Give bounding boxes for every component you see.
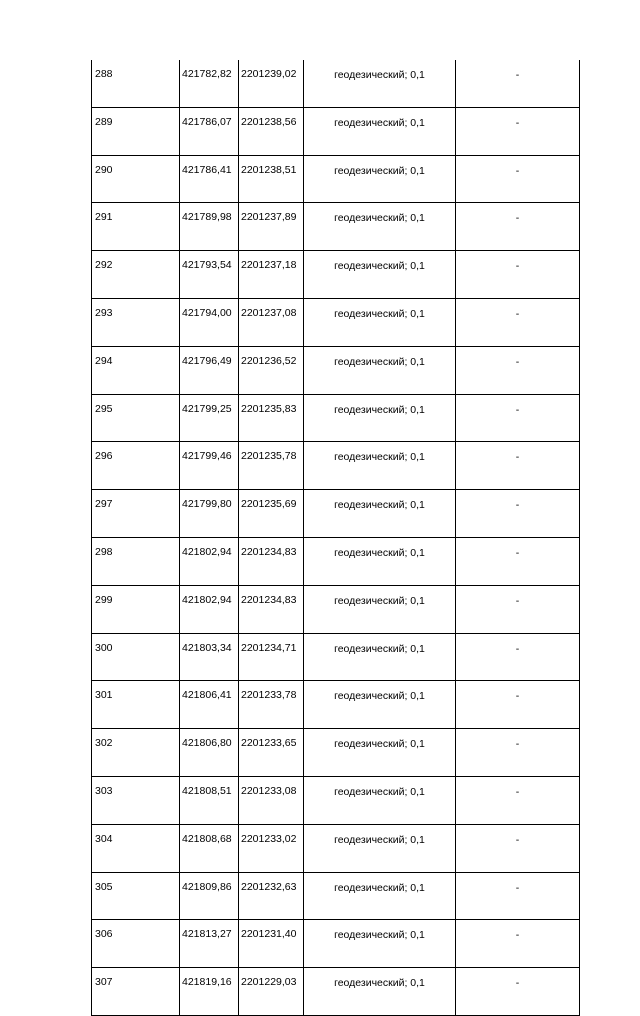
table-row bbox=[92, 920, 580, 968]
method-accuracy-cell: геодезический; 0,1 bbox=[304, 394, 456, 442]
table-row bbox=[92, 60, 580, 107]
method-accuracy-cell: геодезический; 0,1 bbox=[304, 60, 456, 107]
x-coordinate-cell: 421808,51 bbox=[180, 776, 239, 824]
point-number-cell: 307 bbox=[92, 968, 180, 1016]
point-number-cell: 294 bbox=[92, 346, 180, 394]
method-accuracy-cell: геодезический; 0,1 bbox=[304, 633, 456, 681]
x-coordinate-cell: 421799,25 bbox=[180, 394, 239, 442]
coordinates-table-body bbox=[92, 60, 580, 1015]
table-row bbox=[92, 729, 580, 777]
table-row bbox=[92, 155, 580, 203]
x-coordinate-cell: 421794,00 bbox=[180, 298, 239, 346]
y-coordinate-cell: 2201236,52 bbox=[239, 346, 304, 394]
method-accuracy-cell: геодезический; 0,1 bbox=[304, 537, 456, 585]
note-cell: - bbox=[456, 585, 580, 633]
method-accuracy-cell: геодезический; 0,1 bbox=[304, 442, 456, 490]
table-row bbox=[92, 442, 580, 490]
table-row bbox=[92, 107, 580, 155]
y-coordinate-cell: 2201233,02 bbox=[239, 824, 304, 872]
table-row bbox=[92, 394, 580, 442]
note-cell: - bbox=[456, 203, 580, 251]
table-row bbox=[92, 633, 580, 681]
method-accuracy-cell: геодезический; 0,1 bbox=[304, 251, 456, 299]
note-cell: - bbox=[456, 490, 580, 538]
x-coordinate-cell: 421786,41 bbox=[180, 155, 239, 203]
table-row bbox=[92, 681, 580, 729]
note-cell: - bbox=[456, 60, 580, 107]
table-row bbox=[92, 872, 580, 920]
y-coordinate-cell: 2201235,83 bbox=[239, 394, 304, 442]
table-row bbox=[92, 585, 580, 633]
x-coordinate-cell: 421803,34 bbox=[180, 633, 239, 681]
note-cell: - bbox=[456, 442, 580, 490]
x-coordinate-cell: 421796,49 bbox=[180, 346, 239, 394]
point-number-cell: 289 bbox=[92, 107, 180, 155]
y-coordinate-cell: 2201235,69 bbox=[239, 490, 304, 538]
table-row bbox=[92, 203, 580, 251]
point-number-cell: 305 bbox=[92, 872, 180, 920]
note-cell: - bbox=[456, 824, 580, 872]
point-number-cell: 290 bbox=[92, 155, 180, 203]
table-row bbox=[92, 298, 580, 346]
point-number-cell: 297 bbox=[92, 490, 180, 538]
x-coordinate-cell: 421809,86 bbox=[180, 872, 239, 920]
note-cell: - bbox=[456, 633, 580, 681]
note-cell: - bbox=[456, 729, 580, 777]
y-coordinate-cell: 2201231,40 bbox=[239, 920, 304, 968]
method-accuracy-cell: геодезический; 0,1 bbox=[304, 872, 456, 920]
y-coordinate-cell: 2201237,18 bbox=[239, 251, 304, 299]
y-coordinate-cell: 2201229,03 bbox=[239, 968, 304, 1016]
y-coordinate-cell: 2201235,78 bbox=[239, 442, 304, 490]
y-coordinate-cell: 2201239,02 bbox=[239, 60, 304, 107]
point-number-cell: 295 bbox=[92, 394, 180, 442]
x-coordinate-cell: 421799,46 bbox=[180, 442, 239, 490]
x-coordinate-cell: 421802,94 bbox=[180, 537, 239, 585]
table-row bbox=[92, 968, 580, 1016]
x-coordinate-cell: 421806,41 bbox=[180, 681, 239, 729]
x-coordinate-cell: 421813,27 bbox=[180, 920, 239, 968]
y-coordinate-cell: 2201238,51 bbox=[239, 155, 304, 203]
method-accuracy-cell: геодезический; 0,1 bbox=[304, 490, 456, 538]
x-coordinate-cell: 421806,80 bbox=[180, 729, 239, 777]
note-cell: - bbox=[456, 537, 580, 585]
method-accuracy-cell: геодезический; 0,1 bbox=[304, 681, 456, 729]
coordinates-table bbox=[91, 60, 580, 1016]
point-number-cell: 292 bbox=[92, 251, 180, 299]
method-accuracy-cell: геодезический; 0,1 bbox=[304, 203, 456, 251]
table-row bbox=[92, 776, 580, 824]
x-coordinate-cell: 421808,68 bbox=[180, 824, 239, 872]
method-accuracy-cell: геодезический; 0,1 bbox=[304, 585, 456, 633]
x-coordinate-cell: 421802,94 bbox=[180, 585, 239, 633]
method-accuracy-cell: геодезический; 0,1 bbox=[304, 968, 456, 1016]
x-coordinate-cell: 421793,54 bbox=[180, 251, 239, 299]
y-coordinate-cell: 2201237,08 bbox=[239, 298, 304, 346]
method-accuracy-cell: геодезический; 0,1 bbox=[304, 346, 456, 394]
method-accuracy-cell: геодезический; 0,1 bbox=[304, 155, 456, 203]
table-row bbox=[92, 251, 580, 299]
x-coordinate-cell: 421819,16 bbox=[180, 968, 239, 1016]
method-accuracy-cell: геодезический; 0,1 bbox=[304, 107, 456, 155]
point-number-cell: 301 bbox=[92, 681, 180, 729]
y-coordinate-cell: 2201234,83 bbox=[239, 537, 304, 585]
note-cell: - bbox=[456, 920, 580, 968]
method-accuracy-cell: геодезический; 0,1 bbox=[304, 776, 456, 824]
point-number-cell: 291 bbox=[92, 203, 180, 251]
x-coordinate-cell: 421799,80 bbox=[180, 490, 239, 538]
table-row bbox=[92, 346, 580, 394]
point-number-cell: 288 bbox=[92, 60, 180, 107]
method-accuracy-cell: геодезический; 0,1 bbox=[304, 729, 456, 777]
y-coordinate-cell: 2201234,83 bbox=[239, 585, 304, 633]
note-cell: - bbox=[456, 155, 580, 203]
note-cell: - bbox=[456, 394, 580, 442]
x-coordinate-cell: 421782,82 bbox=[180, 60, 239, 107]
point-number-cell: 302 bbox=[92, 729, 180, 777]
y-coordinate-cell: 2201233,78 bbox=[239, 681, 304, 729]
point-number-cell: 296 bbox=[92, 442, 180, 490]
point-number-cell: 304 bbox=[92, 824, 180, 872]
x-coordinate-cell: 421789,98 bbox=[180, 203, 239, 251]
point-number-cell: 306 bbox=[92, 920, 180, 968]
point-number-cell: 298 bbox=[92, 537, 180, 585]
y-coordinate-cell: 2201237,89 bbox=[239, 203, 304, 251]
point-number-cell: 293 bbox=[92, 298, 180, 346]
table-row bbox=[92, 537, 580, 585]
y-coordinate-cell: 2201233,08 bbox=[239, 776, 304, 824]
note-cell: - bbox=[456, 872, 580, 920]
note-cell: - bbox=[456, 776, 580, 824]
y-coordinate-cell: 2201233,65 bbox=[239, 729, 304, 777]
y-coordinate-cell: 2201232,63 bbox=[239, 872, 304, 920]
note-cell: - bbox=[456, 968, 580, 1016]
x-coordinate-cell: 421786,07 bbox=[180, 107, 239, 155]
point-number-cell: 300 bbox=[92, 633, 180, 681]
table-row bbox=[92, 824, 580, 872]
note-cell: - bbox=[456, 681, 580, 729]
note-cell: - bbox=[456, 251, 580, 299]
note-cell: - bbox=[456, 298, 580, 346]
method-accuracy-cell: геодезический; 0,1 bbox=[304, 920, 456, 968]
table-row bbox=[92, 490, 580, 538]
point-number-cell: 303 bbox=[92, 776, 180, 824]
y-coordinate-cell: 2201234,71 bbox=[239, 633, 304, 681]
method-accuracy-cell: геодезический; 0,1 bbox=[304, 298, 456, 346]
y-coordinate-cell: 2201238,56 bbox=[239, 107, 304, 155]
method-accuracy-cell: геодезический; 0,1 bbox=[304, 824, 456, 872]
note-cell: - bbox=[456, 346, 580, 394]
note-cell: - bbox=[456, 107, 580, 155]
point-number-cell: 299 bbox=[92, 585, 180, 633]
